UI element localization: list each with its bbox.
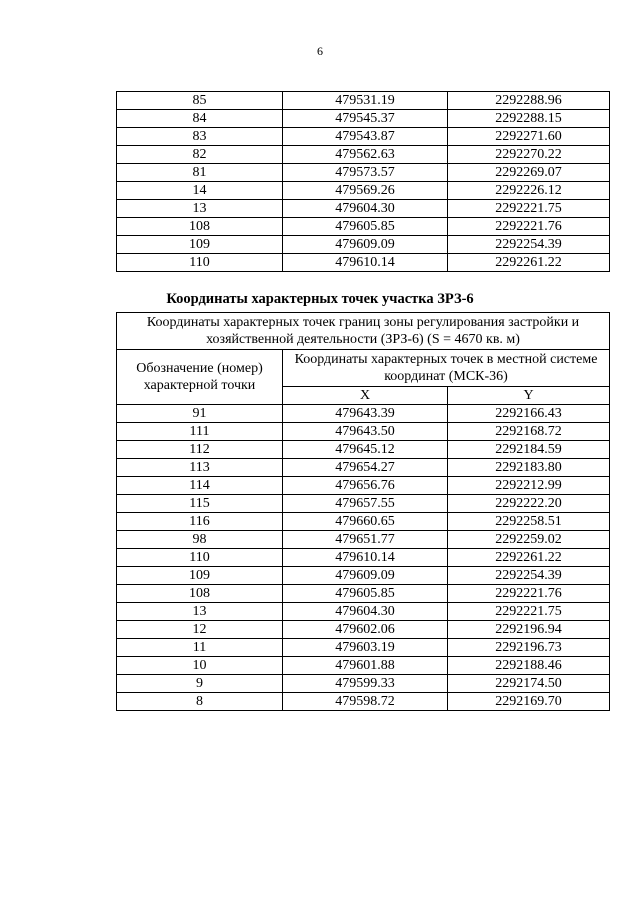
table-header-row (117, 350, 610, 387)
table-row (117, 567, 610, 585)
x-coordinate-cell: 479651.77 (283, 531, 448, 549)
x-coordinate-cell: 479545.37 (283, 110, 448, 128)
y-coordinate-cell: 2292271.60 (448, 128, 610, 146)
table-row (117, 92, 610, 110)
y-coordinate-cell: 2292226.12 (448, 182, 610, 200)
point-number-cell: 91 (117, 405, 283, 423)
x-coordinate-cell: 479605.85 (283, 585, 448, 603)
y-coordinate-cell: 2292254.39 (448, 236, 610, 254)
point-number-cell: 98 (117, 531, 283, 549)
y-coordinate-cell: 2292196.73 (448, 639, 610, 657)
x-coordinate-cell: 479609.09 (283, 236, 448, 254)
table-body (117, 405, 610, 711)
y-coordinate-cell: 2292183.80 (448, 459, 610, 477)
x-coordinate-cell: 479562.63 (283, 146, 448, 164)
y-coordinate-cell: 2292288.15 (448, 110, 610, 128)
point-number-cell: 13 (117, 603, 283, 621)
x-column-header: X (283, 387, 448, 405)
point-number-cell: 13 (117, 200, 283, 218)
point-number-cell: 84 (117, 110, 283, 128)
section-title: Координаты характерных точек участка ЗРЗ-6 (166, 291, 474, 307)
point-number-cell: 111 (117, 423, 283, 441)
table-row (117, 200, 610, 218)
table-row (117, 531, 610, 549)
point-number-cell: 14 (117, 182, 283, 200)
x-coordinate-cell: 479643.39 (283, 405, 448, 423)
x-coordinate-cell: 479604.30 (283, 200, 448, 218)
point-number-cell: 11 (117, 639, 283, 657)
point-number-cell: 114 (117, 477, 283, 495)
point-number-cell: 108 (117, 585, 283, 603)
table-row (117, 477, 610, 495)
y-coordinate-cell: 2292259.02 (448, 531, 610, 549)
point-number-cell: 110 (117, 549, 283, 567)
table-row (117, 585, 610, 603)
y-coordinate-cell: 2292269.07 (448, 164, 610, 182)
coordinates-header: Координаты характерных точек в местной системе координат (МСК-36) (283, 350, 610, 387)
y-coordinate-cell: 2292212.99 (448, 477, 610, 495)
point-number-cell: 116 (117, 513, 283, 531)
table-row (117, 513, 610, 531)
point-number-cell: 12 (117, 621, 283, 639)
y-coordinate-cell: 2292261.22 (448, 254, 610, 272)
x-coordinate-cell: 479605.85 (283, 218, 448, 236)
x-coordinate-cell: 479609.09 (283, 567, 448, 585)
y-coordinate-cell: 2292168.72 (448, 423, 610, 441)
point-number-cell: 81 (117, 164, 283, 182)
table-body (117, 92, 610, 272)
x-coordinate-cell: 479543.87 (283, 128, 448, 146)
y-coordinate-cell: 2292174.50 (448, 675, 610, 693)
x-coordinate-cell: 479601.88 (283, 657, 448, 675)
point-number-cell: 115 (117, 495, 283, 513)
point-number-cell: 83 (117, 128, 283, 146)
x-coordinate-cell: 479656.76 (283, 477, 448, 495)
y-column-header: Y (448, 387, 610, 405)
table-row (117, 236, 610, 254)
x-coordinate-cell: 479643.50 (283, 423, 448, 441)
x-coordinate-cell: 479598.72 (283, 693, 448, 711)
y-coordinate-cell: 2292261.22 (448, 549, 610, 567)
table-row (117, 549, 610, 567)
point-number-cell: 112 (117, 441, 283, 459)
table-row (117, 423, 610, 441)
y-coordinate-cell: 2292288.96 (448, 92, 610, 110)
table-row (117, 657, 610, 675)
y-coordinate-cell: 2292188.46 (448, 657, 610, 675)
table-row (117, 182, 610, 200)
table-row (117, 459, 610, 477)
x-coordinate-cell: 479660.65 (283, 513, 448, 531)
table-row (117, 254, 610, 272)
y-coordinate-cell: 2292221.76 (448, 218, 610, 236)
y-coordinate-cell: 2292184.59 (448, 441, 610, 459)
y-coordinate-cell: 2292169.70 (448, 693, 610, 711)
point-number-cell: 113 (117, 459, 283, 477)
y-coordinate-cell: 2292221.75 (448, 603, 610, 621)
y-coordinate-cell: 2292166.43 (448, 405, 610, 423)
x-coordinate-cell: 479610.14 (283, 254, 448, 272)
y-coordinate-cell: 2292258.51 (448, 513, 610, 531)
point-number-cell: 82 (117, 146, 283, 164)
x-coordinate-cell: 479645.12 (283, 441, 448, 459)
table-row (117, 218, 610, 236)
point-number-cell: 10 (117, 657, 283, 675)
point-number-cell: 109 (117, 567, 283, 585)
table-row (117, 639, 610, 657)
x-coordinate-cell: 479531.19 (283, 92, 448, 110)
table-row (117, 603, 610, 621)
x-coordinate-cell: 479654.27 (283, 459, 448, 477)
page-number: 6 (317, 44, 323, 58)
y-coordinate-cell: 2292221.75 (448, 200, 610, 218)
table-row (117, 110, 610, 128)
point-number-cell: 8 (117, 693, 283, 711)
table-row (117, 693, 610, 711)
table-row (117, 405, 610, 423)
table-row (117, 164, 610, 182)
table-row (117, 441, 610, 459)
x-coordinate-cell: 479610.14 (283, 549, 448, 567)
point-number-header: Обозначение (номер) характерной точки (117, 350, 283, 405)
x-coordinate-cell: 479602.06 (283, 621, 448, 639)
coordinates-table-continued (116, 91, 610, 272)
zrz6-coordinates-table (116, 312, 610, 711)
point-number-cell: 85 (117, 92, 283, 110)
y-coordinate-cell: 2292254.39 (448, 567, 610, 585)
x-coordinate-cell: 479657.55 (283, 495, 448, 513)
y-coordinate-cell: 2292222.20 (448, 495, 610, 513)
table-caption-row (117, 313, 610, 350)
y-coordinate-cell: 2292270.22 (448, 146, 610, 164)
x-coordinate-cell: 479573.57 (283, 164, 448, 182)
table-row (117, 146, 610, 164)
x-coordinate-cell: 479569.26 (283, 182, 448, 200)
x-coordinate-cell: 479604.30 (283, 603, 448, 621)
point-number-cell: 108 (117, 218, 283, 236)
point-number-cell: 9 (117, 675, 283, 693)
table-caption: Координаты характерных точек границ зоны регулирования застройки и хозяйственной деятельности (ЗРЗ-6) (S = 4670 кв. м) (117, 313, 610, 350)
point-number-cell: 109 (117, 236, 283, 254)
x-coordinate-cell: 479599.33 (283, 675, 448, 693)
x-coordinate-cell: 479603.19 (283, 639, 448, 657)
table-row (117, 675, 610, 693)
table-row (117, 621, 610, 639)
table-row (117, 128, 610, 146)
point-number-cell: 110 (117, 254, 283, 272)
y-coordinate-cell: 2292196.94 (448, 621, 610, 639)
y-coordinate-cell: 2292221.76 (448, 585, 610, 603)
table-row (117, 495, 610, 513)
